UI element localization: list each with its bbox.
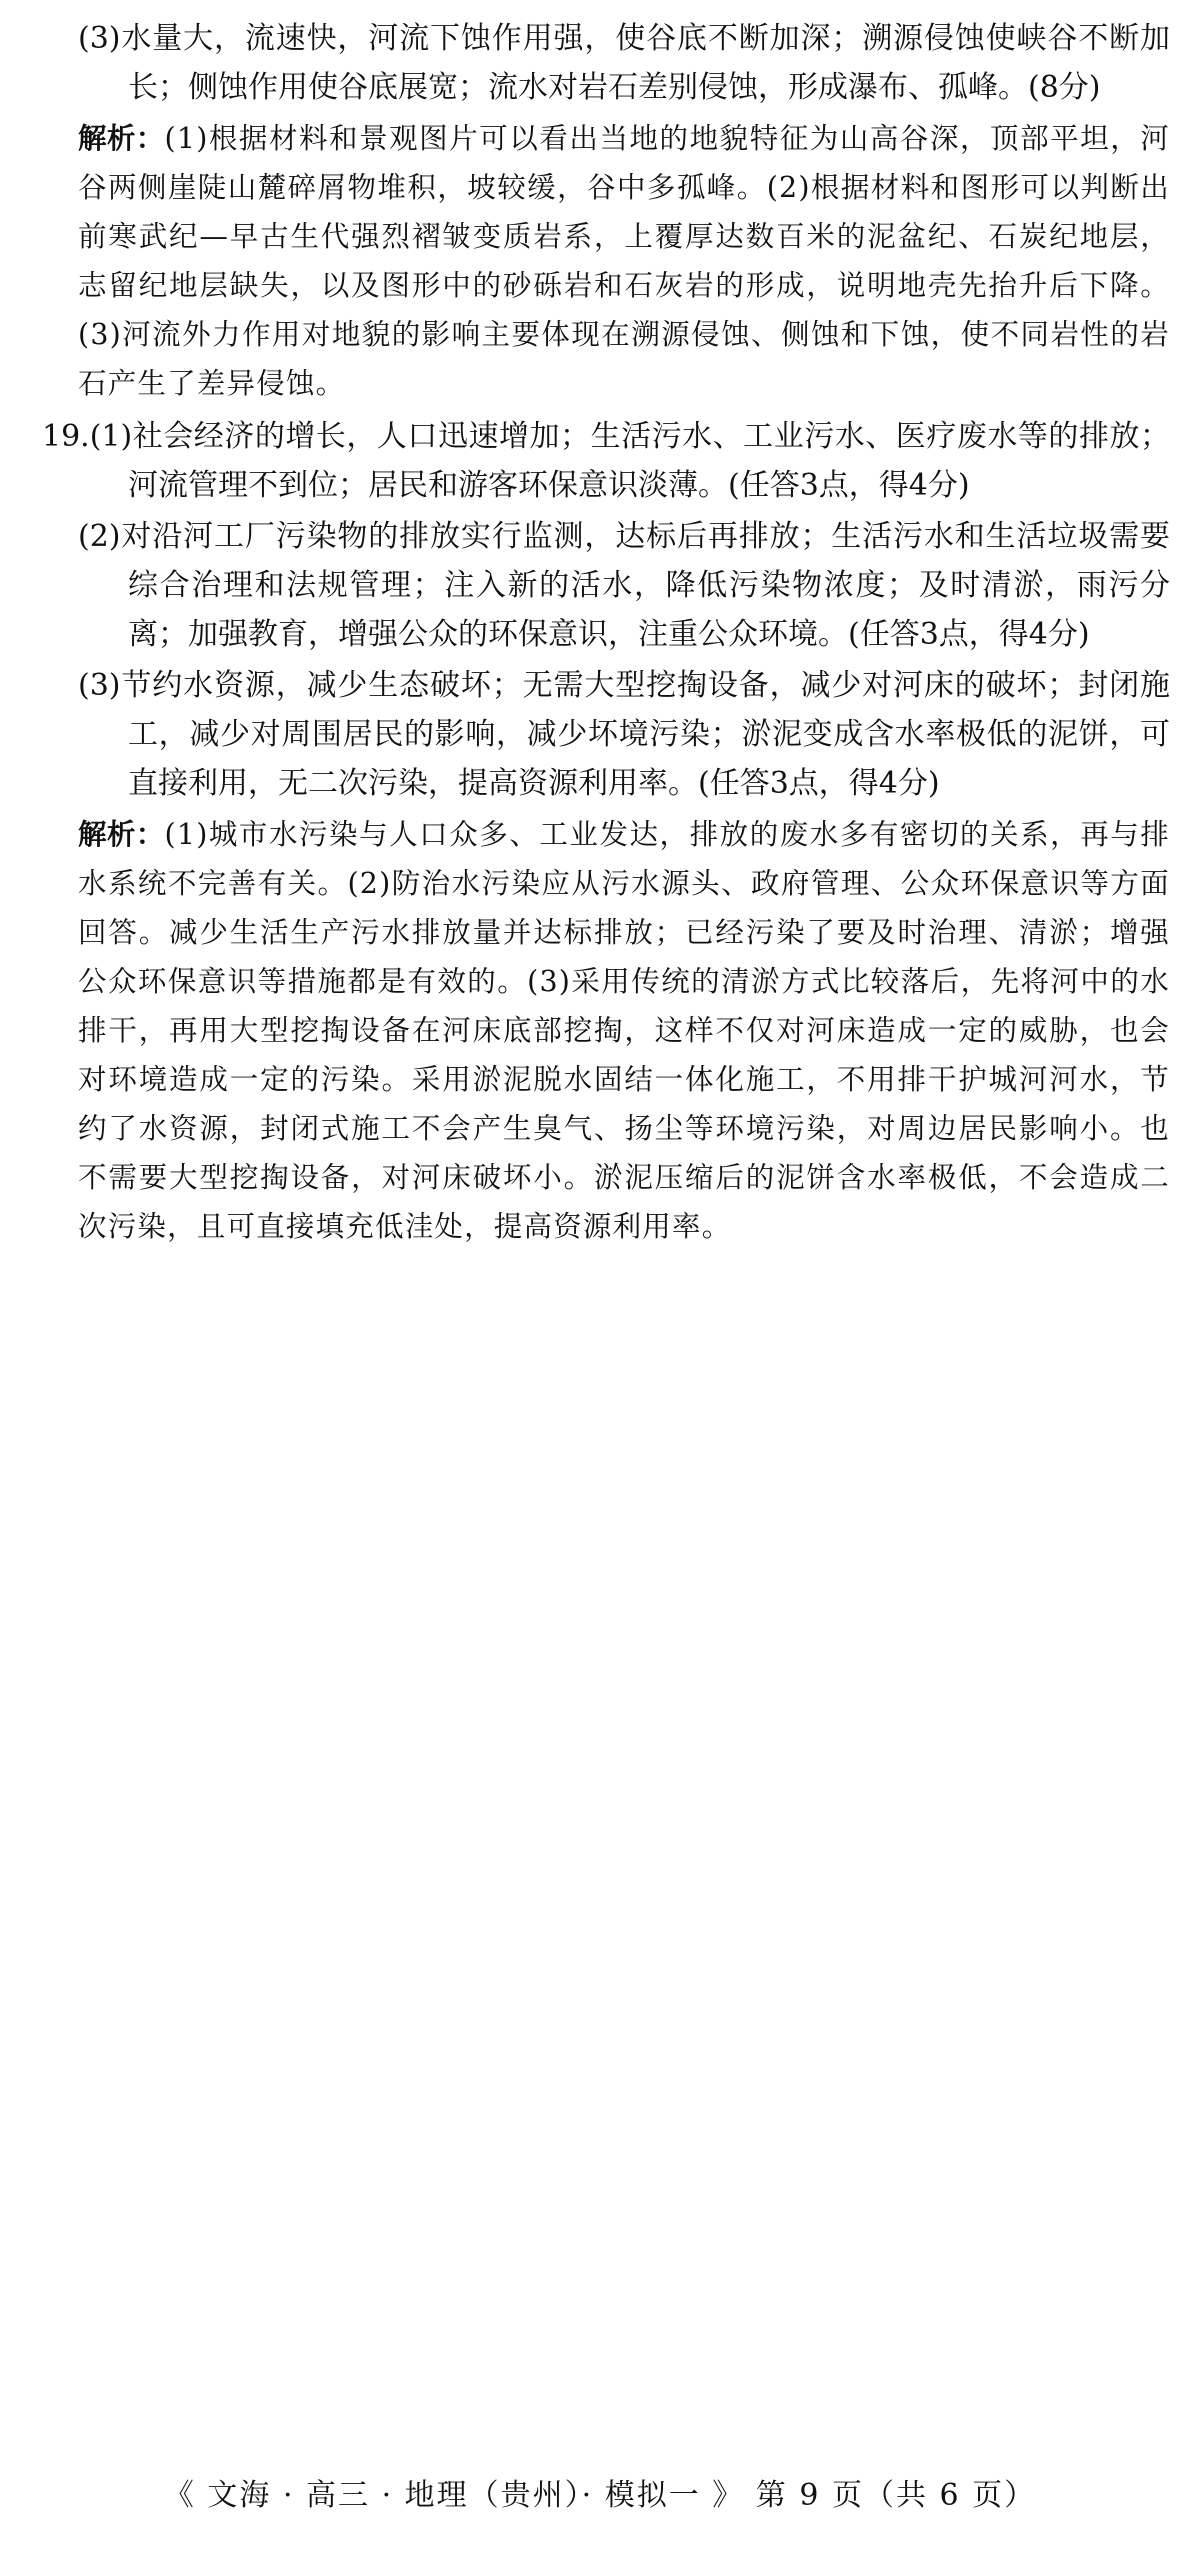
analysis-label: 解析：	[78, 818, 165, 851]
answer-content	[42, 14, 1170, 1255]
q19-analysis	[42, 810, 1170, 1251]
q19-part1-answer: 19.(1)社会经济的增长，人口迅速增加；生活污水、工业污水、医疗废水等的排放；河流管理不到位；居民和游客环保意识淡薄。(任答3点，得4分)	[42, 419, 1170, 503]
q18-analysis-text: (1)根据材料和景观图片可以看出当地的地貌特征为山高谷深，顶部平坦，河谷两侧崖陡山麓碎屑物堆积，坡较缓，谷中多孤峰。(2)根据材料和图形可以判断出前寒武纪—早古生代强烈褶皱变质岩系，上覆厚达数百米的泥盆纪、石炭纪地层，志留纪地层缺失，以及图形中的砂砾岩和石灰岩的形成，说明地壳先抬升后下降。(3)河流外力作用对地貌的影响主要体现在溯源侵蚀、侧蚀和下蚀，使不同岩性的岩石产生了差异侵蚀。	[78, 122, 1170, 400]
q18-part3-answer: (3)水量大，流速快，河流下蚀作用强，使谷底不断加深；溯源侵蚀使峡谷不断加长；侧蚀作用使谷底展宽；流水对岩石差别侵蚀，形成瀑布、孤峰。(8分)	[78, 21, 1170, 105]
q19-part3-answer: (3)节约水资源，减少生态破坏；无需大型挖掏设备，减少对河床的破坏；封闭施工，减少对周围居民的影响，减少坏境污染；淤泥变成含水率极低的泥饼，可直接利用，无二次污染，提高资源利用率。(任答3点，得4分)	[78, 668, 1170, 801]
q19-part2-answer: (2)对沿河工厂污染物的排放实行监测，达标后再排放；生活污水和生活垃圾需要综合治理和法规管理；注入新的活水，降低污染物浓度；及时清淤，雨污分离；加强教育，增强公众的环保意识，注重公众环境。(任答3点，得4分)	[78, 519, 1170, 652]
analysis-label: 解析：	[78, 122, 165, 155]
q19-analysis-text: (1)城市水污染与人口众多、工业发达，排放的废水多有密切的关系，再与排水系统不完善有关。(2)防治水污染应从污水源头、政府管理、公众环保意识等方面回答。减少生活生产污水排放量并达标排放；已经污染了要及时治理、清淤；增强公众环保意识等措施都是有效的。(3)采用传统的清淤方式比较落后，先将河中的水排干，再用大型挖掏设备在河床底部挖掏，这样不仅对河床造成一定的威胁，也会对环境造成一定的污染。采用淤泥脱水固结一体化施工，不用排干护城河河水，节约了水资源，封闭式施工不会产生臭气、扬尘等环境污染，对周边居民影响小。也不需要大型挖掏设备，对河床破坏小。淤泥压缩后的泥饼含水率极低，不会造成二次污染，且可直接填充低洼处，提高资源利用率。	[78, 818, 1170, 1243]
q18-analysis	[42, 114, 1170, 408]
page-footer: 《 文海 · 高三 · 地理（贵州）· 模拟一 》 第 9 页（共 6 页）	[163, 2478, 1037, 2513]
